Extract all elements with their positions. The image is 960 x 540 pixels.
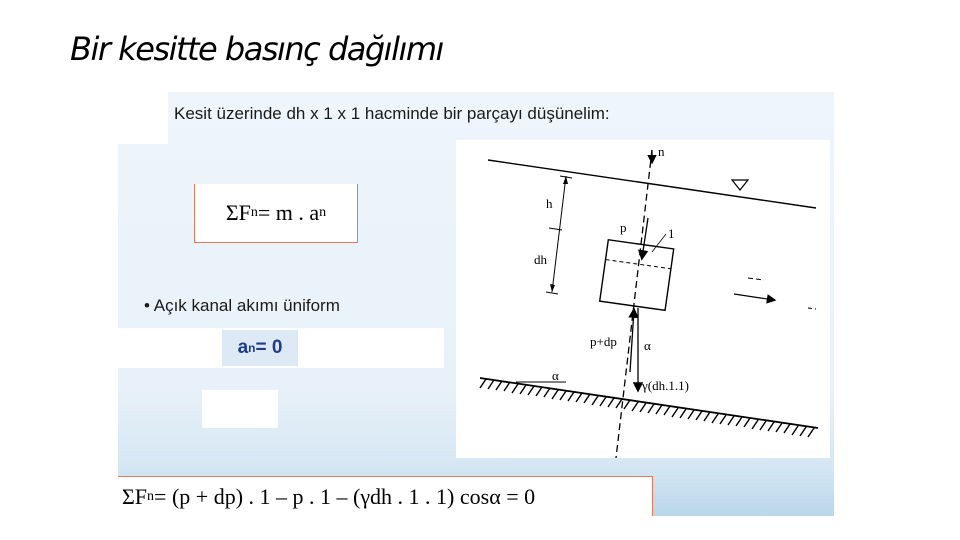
label-p: p <box>620 220 627 235</box>
intro-text: Kesit üzerinde dh x 1 x 1 hacminde bir parçayı düşünelim: <box>174 104 610 123</box>
force-equation-box <box>194 184 358 243</box>
white-strip <box>118 92 168 144</box>
label-alpha: α <box>644 338 651 353</box>
bottom-eq-lhs: ΣF <box>122 484 148 509</box>
label-alpha-bed: α <box>552 368 559 383</box>
bottom-eq-subscript: n <box>147 489 155 504</box>
flow-direction-arrow <box>734 294 774 300</box>
water-level-triangle <box>732 180 748 190</box>
water-surface-line <box>488 160 816 208</box>
pressure-p-arrow <box>642 218 648 258</box>
slide-title: Bir kesitte basınç dağılımı <box>70 30 443 68</box>
label-weight: γ(dh.1.1) <box>642 378 689 393</box>
bullet-uniform-flow: • Açık kanal akımı üniform <box>144 296 340 315</box>
equation-rhs: = m . a <box>257 200 320 225</box>
an-symbol: a <box>237 337 249 358</box>
bottom-equation <box>118 476 653 516</box>
an-rest: = 0 <box>255 337 283 358</box>
content-panel <box>118 92 834 516</box>
pressure-diagram <box>456 140 830 458</box>
label-h: h <box>546 196 553 211</box>
label-n: n <box>658 144 665 159</box>
fluid-element-block <box>600 240 674 311</box>
blank-box <box>202 390 278 428</box>
label-p-dp: p+dp <box>590 334 617 349</box>
equation-rhs-subscript: n <box>319 205 327 220</box>
bottom-eq-rest: = (p + dp) . 1 – p . 1 – (γdh . 1 . 1) cosα = 0 <box>154 484 536 509</box>
equation-lhs: ΣF <box>225 200 251 225</box>
h-dimension-line <box>552 176 566 292</box>
an-subscript: n <box>248 341 256 355</box>
acceleration-equation-box <box>222 330 298 366</box>
equation-lhs-subscript: n <box>250 205 258 220</box>
label-one: 1 <box>668 226 675 241</box>
label-dh: dh <box>534 252 547 267</box>
